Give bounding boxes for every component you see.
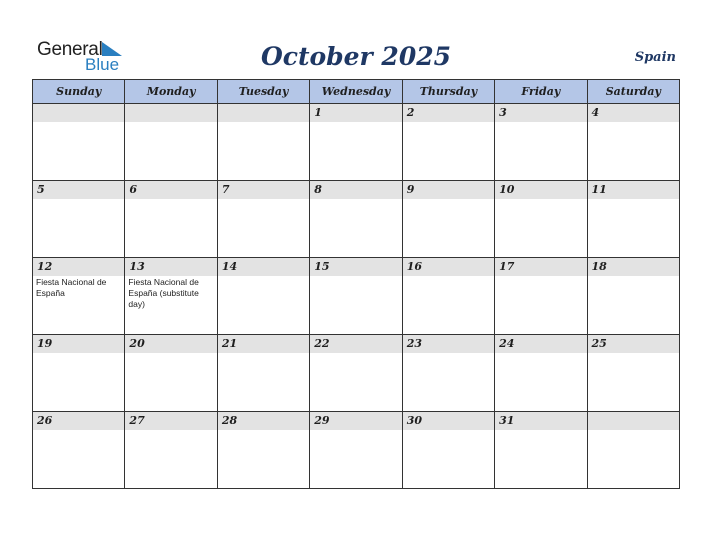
holiday-note — [495, 276, 586, 277]
weekday-header: Sunday — [33, 80, 125, 104]
holiday-note — [403, 353, 494, 354]
holiday-note — [403, 199, 494, 200]
day-cell — [217, 181, 309, 258]
holiday-note — [218, 430, 309, 431]
holiday-note — [33, 353, 124, 354]
weekday-header: Monday — [125, 80, 217, 104]
day-number: 26 — [33, 412, 124, 430]
day-cell — [587, 335, 679, 412]
day-number: 31 — [495, 412, 586, 430]
weekday-header-row — [33, 80, 680, 104]
day-number: 17 — [495, 258, 586, 276]
day-number: 15 — [310, 258, 401, 276]
day-number — [125, 104, 216, 122]
holiday-note — [310, 430, 401, 431]
week-row — [33, 181, 680, 258]
holiday-note — [403, 122, 494, 123]
day-number: 4 — [588, 104, 679, 122]
day-number: 6 — [125, 181, 216, 199]
day-number — [218, 104, 309, 122]
weekday-header: Friday — [495, 80, 587, 104]
day-cell — [310, 104, 402, 181]
day-cell — [33, 104, 125, 181]
day-cell — [587, 412, 679, 489]
day-cell — [402, 181, 494, 258]
day-cell — [310, 412, 402, 489]
week-row — [33, 258, 680, 335]
day-number — [33, 104, 124, 122]
holiday-note: Fiesta Nacional de España (substitute day) — [128, 277, 199, 309]
holiday-note — [125, 353, 216, 354]
day-cell — [125, 412, 217, 489]
weekday-header: Saturday — [587, 80, 679, 104]
day-number: 3 — [495, 104, 586, 122]
day-number: 16 — [403, 258, 494, 276]
day-number: 27 — [125, 412, 216, 430]
day-number: 11 — [588, 181, 679, 199]
holiday-note — [495, 122, 586, 123]
day-number: 19 — [33, 335, 124, 353]
day-cell — [310, 258, 402, 335]
holiday-note — [33, 199, 124, 200]
holiday-note — [403, 276, 494, 277]
holiday-note — [495, 199, 586, 200]
holiday-note — [218, 122, 309, 123]
holiday-note — [218, 199, 309, 200]
day-cell — [217, 104, 309, 181]
day-number: 9 — [403, 181, 494, 199]
calendar-grid — [32, 79, 680, 489]
holiday-note — [495, 430, 586, 431]
holiday-note — [588, 430, 679, 431]
holiday-note — [33, 430, 124, 431]
holiday-note — [218, 276, 309, 277]
holiday-note — [125, 430, 216, 431]
day-cell — [125, 258, 217, 335]
day-cell — [495, 335, 587, 412]
day-cell — [587, 104, 679, 181]
day-number: 22 — [310, 335, 401, 353]
holiday-note — [310, 353, 401, 354]
day-cell — [495, 104, 587, 181]
holiday-note — [588, 122, 679, 123]
day-cell — [125, 104, 217, 181]
logo-text-general: General — [37, 39, 103, 60]
day-cell — [402, 104, 494, 181]
holiday-note — [218, 353, 309, 354]
week-row — [33, 335, 680, 412]
day-number: 14 — [218, 258, 309, 276]
weekday-header: Thursday — [402, 80, 494, 104]
holiday-note — [125, 199, 216, 200]
day-cell — [33, 258, 125, 335]
day-number: 20 — [125, 335, 216, 353]
holiday-note — [495, 353, 586, 354]
day-cell — [402, 258, 494, 335]
holiday-note — [33, 122, 124, 123]
day-number: 5 — [33, 181, 124, 199]
day-cell — [217, 412, 309, 489]
country-label: Spain — [634, 50, 676, 65]
holiday-note — [588, 353, 679, 354]
day-cell — [125, 181, 217, 258]
day-number: 12 — [33, 258, 124, 276]
day-number: 1 — [310, 104, 401, 122]
day-number: 13 — [125, 258, 216, 276]
day-number: 28 — [218, 412, 309, 430]
logo-text-blue: Blue — [85, 55, 120, 74]
page-title: October 2025 — [260, 42, 452, 71]
day-number: 10 — [495, 181, 586, 199]
holiday-note — [403, 430, 494, 431]
day-number: 25 — [588, 335, 679, 353]
day-cell — [495, 412, 587, 489]
day-cell — [310, 181, 402, 258]
weekday-header: Tuesday — [217, 80, 309, 104]
day-cell — [33, 412, 125, 489]
day-cell — [310, 335, 402, 412]
day-number: 2 — [403, 104, 494, 122]
day-cell — [495, 258, 587, 335]
day-cell — [402, 412, 494, 489]
day-number: 7 — [218, 181, 309, 199]
holiday-note — [588, 276, 679, 277]
day-cell — [402, 335, 494, 412]
day-cell — [495, 181, 587, 258]
holiday-note — [588, 199, 679, 200]
holiday-note — [310, 276, 401, 277]
day-number: 18 — [588, 258, 679, 276]
day-number: 29 — [310, 412, 401, 430]
day-cell — [33, 335, 125, 412]
day-cell — [125, 335, 217, 412]
day-cell — [217, 335, 309, 412]
day-number — [588, 412, 679, 430]
week-row — [33, 104, 680, 181]
holiday-note: Fiesta Nacional de España — [36, 277, 107, 298]
weekday-header: Wednesday — [310, 80, 402, 104]
day-number: 21 — [218, 335, 309, 353]
day-number: 24 — [495, 335, 586, 353]
day-cell — [217, 258, 309, 335]
day-cell — [33, 181, 125, 258]
day-cell — [587, 258, 679, 335]
day-cell — [587, 181, 679, 258]
holiday-note — [125, 122, 216, 123]
day-number: 30 — [403, 412, 494, 430]
holiday-note — [310, 199, 401, 200]
day-number: 23 — [403, 335, 494, 353]
holiday-note — [310, 122, 401, 123]
day-number: 8 — [310, 181, 401, 199]
week-row — [33, 412, 680, 489]
